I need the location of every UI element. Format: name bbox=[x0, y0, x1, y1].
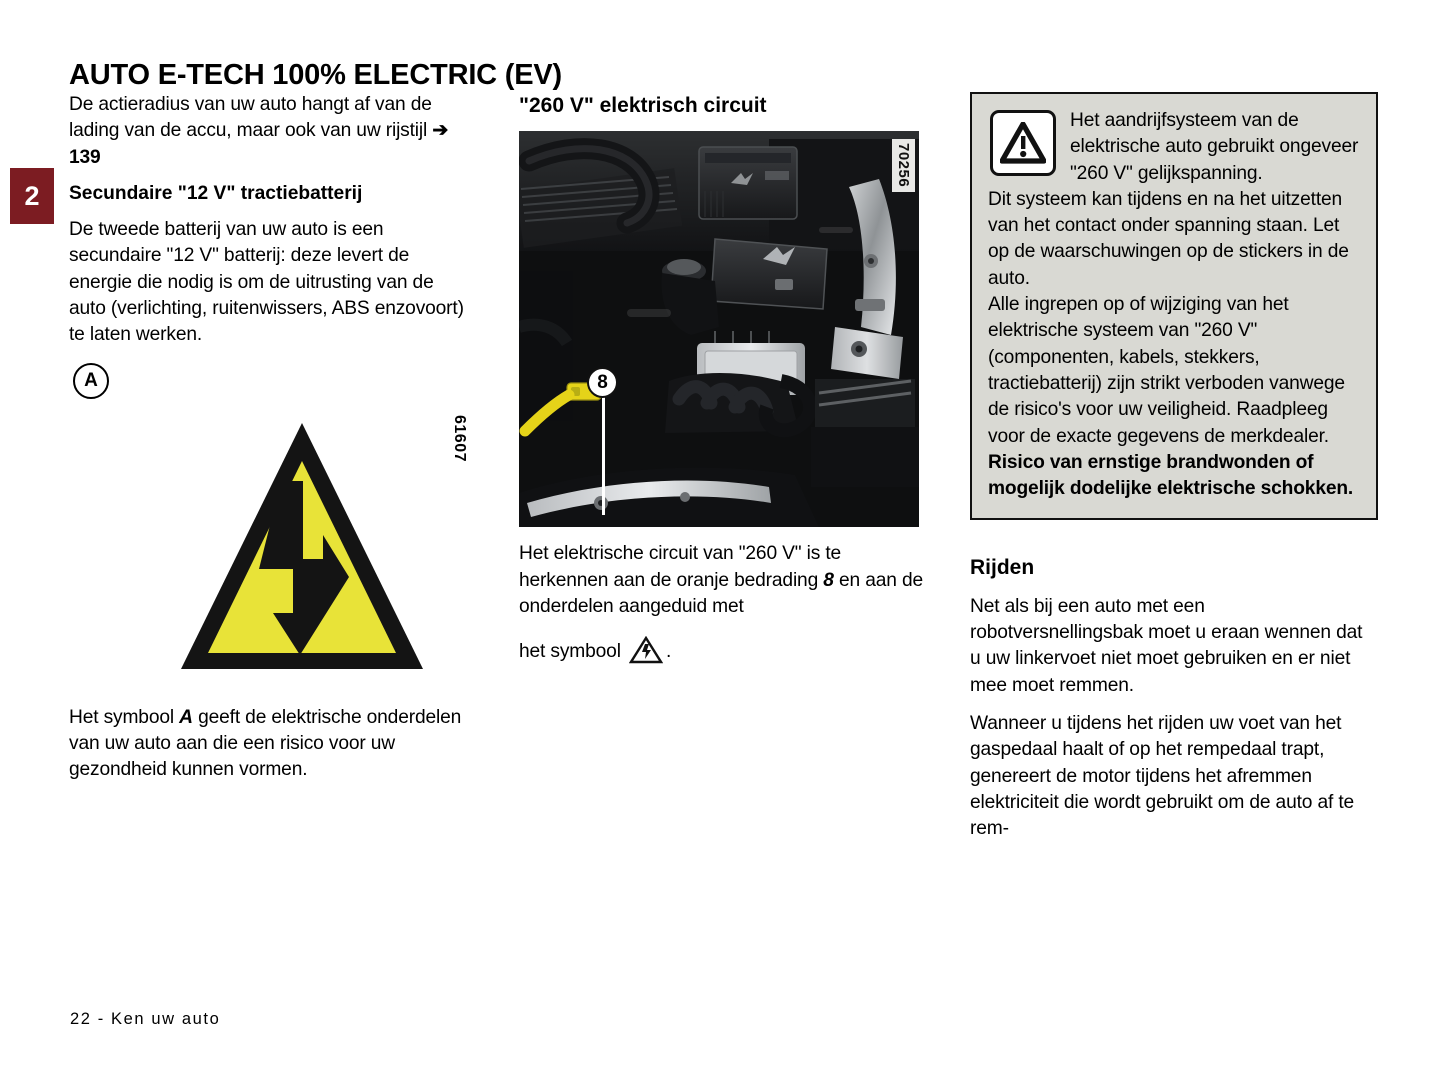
symbol-caption bbox=[519, 636, 925, 665]
rijden-paragraph-2: Wanneer u tijdens het rijden uw voet van het gaspedaal haalt of op het rempedaal trapt, genereert de motor tijdens het afremmen elektriciteit die wordt gebruikt om de auto af te rem- bbox=[970, 712, 1355, 840]
secondary-battery-paragraph: De tweede batterij van uw auto is een secundaire "12 V" batterij: deze levert de energie die nodig is om de uitrusting van de auto (verlichting, ruitenwissers, ABS enzovoort) te laten werken. bbox=[69, 219, 464, 346]
warning-box bbox=[970, 92, 1378, 520]
page-footer: 22 - Ken uw auto bbox=[70, 1010, 221, 1028]
intro-paragraph bbox=[69, 92, 475, 171]
photo-caption-ref-8: 8 bbox=[823, 569, 834, 591]
page-reference: 139 bbox=[69, 146, 101, 168]
photo-caption-text-1: Het elektrische circuit van "260 V" is te herkennen aan de oranje bedrading bbox=[519, 543, 842, 591]
heading-rijden: Rijden bbox=[970, 556, 1035, 580]
figure-code-center: 70256 bbox=[892, 139, 915, 191]
symbol-a-circle-icon: A bbox=[73, 363, 109, 399]
hazard-figure bbox=[69, 405, 475, 705]
engine-bay-illustration bbox=[519, 131, 919, 527]
warning-body-1: Dit systeem kan tijdens en na het uitzetten van het contact onder spanning staan. Let op de waarschuwingen op de stickers in de auto. bbox=[988, 188, 1349, 289]
symbol-caption-period: . bbox=[666, 641, 672, 663]
engine-bay-photo bbox=[519, 131, 919, 527]
caption-text-2: geeft de elektrische onderdelen van uw auto aan die een risico voor uw gezondheid kunnen vormen. bbox=[69, 706, 462, 781]
rijden-paragraph-1: Net als bij een auto met een robotversnellingsbak moet u eraan wennen dat u uw linkervoet niet moet gebruiken en er niet mee moet remmen. bbox=[970, 595, 1363, 696]
caption-text-1: Het symbool bbox=[69, 706, 180, 728]
column-left bbox=[69, 92, 475, 796]
caption-symbol-a: A bbox=[179, 706, 193, 728]
warning-body-2-text: Alle ingrepen op of wijziging van het elektrische systeem van "260 V" (componenten, kabels, stekkers, tractiebatterij) zijn strikt verboden vanwege de risico's voor uw veiligheid. Raadpleeg voor de exacte gegevens de merkdealer. bbox=[988, 294, 1345, 447]
figure-code-left: 61607 bbox=[451, 414, 468, 462]
warning-lead-text: Het aandrijfsysteem van de elektrische auto gebruikt ongeveer "260 V" gelijkspanning. bbox=[1070, 110, 1359, 184]
photo-caption bbox=[519, 541, 925, 620]
photo-caption-text-2: en aan de onderdelen aangeduid met bbox=[519, 569, 924, 617]
symbol-a-caption bbox=[69, 705, 475, 784]
warning-triangle-icon bbox=[990, 110, 1056, 176]
subheading-secondary-battery: Secundaire "12 V" tractiebatterij bbox=[69, 182, 363, 204]
chapter-tab: 2 bbox=[10, 168, 54, 224]
warning-body-2 bbox=[988, 292, 1360, 502]
warning-body-2-bold: Risico van ernstige brandwonden of mogelijk dodelijke elektrische schokken. bbox=[988, 451, 1354, 500]
arrow-right-icon: ➔ bbox=[432, 120, 449, 142]
electrical-hazard-triangle-icon bbox=[177, 417, 427, 677]
hv-warning-triangle-icon bbox=[629, 636, 663, 664]
symbol-caption-text: het symbool bbox=[519, 641, 621, 663]
page-title: AUTO E-TECH 100% ELECTRIC (EV) bbox=[69, 59, 562, 92]
column-center bbox=[519, 92, 925, 677]
callout-number-8: 8 bbox=[587, 367, 618, 398]
heading-260v-circuit: "260 V" elektrisch circuit bbox=[519, 94, 767, 117]
column-right bbox=[970, 92, 1378, 854]
callout-leader-line bbox=[602, 397, 605, 515]
intro-text: De actieradius van uw auto hangt af van de lading van de accu, maar ook van uw rijstijl bbox=[69, 94, 433, 142]
